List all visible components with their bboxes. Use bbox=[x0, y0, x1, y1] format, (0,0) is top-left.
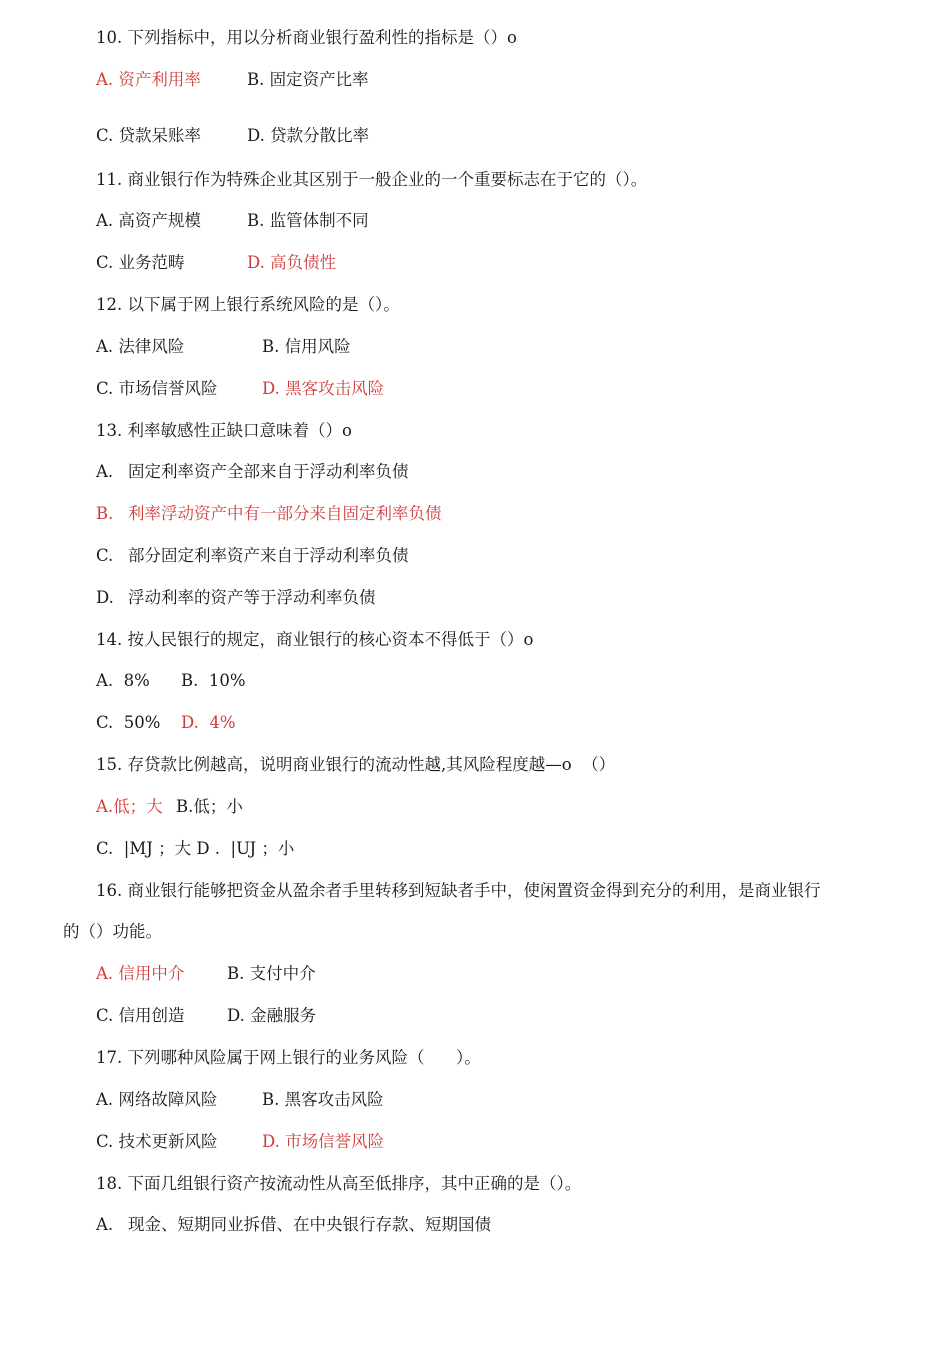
q14-option-c: C. 50% bbox=[96, 713, 161, 732]
q13-option-c-label: C. bbox=[96, 546, 114, 565]
q13-option-a-label: A. bbox=[96, 462, 114, 481]
q12-option-d-answer: D. 黑客攻击风险 bbox=[262, 379, 385, 398]
question-11-stem: 11. 商业银行作为特殊企业其区别于一般企业的一个重要标志在于它的（）。 bbox=[96, 170, 648, 189]
q17-option-d-answer: D. 市场信誉风险 bbox=[262, 1132, 385, 1151]
question-16-stem-line2: 的（）功能。 bbox=[63, 922, 162, 941]
question-17-stem: 17. 下列哪种风险属于网上银行的业务风险（ ）。 bbox=[96, 1048, 481, 1067]
question-12-stem: 12. 以下属于网上银行系统风险的是（）。 bbox=[96, 295, 400, 314]
q13-option-b-answer: 利率浮动资产中有一部分来自固定利率负债 bbox=[128, 504, 442, 523]
q12-option-b: B. 信用风险 bbox=[262, 337, 351, 356]
question-13-stem: 13. 利率敏感性正缺口意味着（）o bbox=[96, 421, 352, 440]
q14-option-a: A. 8% bbox=[96, 671, 150, 690]
q16-option-b: B. 支付中介 bbox=[227, 964, 316, 983]
q16-option-d: D. 金融服务 bbox=[227, 1006, 317, 1025]
q15-option-c-d: C. |MJ ；大 D . |UJ ；小 bbox=[96, 839, 295, 858]
q15-option-a-answer: A.低；大 bbox=[96, 797, 163, 816]
q11-option-a: A. 高资产规模 bbox=[96, 211, 201, 230]
q15-option-b: B.低；小 bbox=[176, 797, 243, 816]
q16-option-c: C. 信用创造 bbox=[96, 1006, 185, 1025]
q13-option-a: 固定利率资产全部来自于浮动利率负债 bbox=[128, 462, 409, 481]
q12-option-a: A. 法律风险 bbox=[96, 337, 185, 356]
q17-option-b: B. 黑客攻击风险 bbox=[262, 1090, 384, 1109]
q18-option-a: 现金、短期同业拆借、在中央银行存款、短期国债 bbox=[128, 1215, 491, 1234]
q11-option-c: C. 业务范畴 bbox=[96, 253, 185, 272]
question-14-stem: 14. 按人民银行的规定，商业银行的核心资本不得低于（）o bbox=[96, 630, 534, 649]
question-15-stem: 15. 存贷款比例越高，说明商业银行的流动性越,其风险程度越—o （） bbox=[96, 755, 616, 774]
q10-option-a-answer: A. 资产利用率 bbox=[96, 70, 201, 89]
q13-option-d-label: D. bbox=[96, 588, 114, 607]
q10-option-d: D. 贷款分散比率 bbox=[247, 126, 370, 145]
q13-option-d: 浮动利率的资产等于浮动利率负债 bbox=[128, 588, 376, 607]
q10-option-c: C. 贷款呆账率 bbox=[96, 126, 202, 145]
q11-option-d-answer: D. 高负债性 bbox=[247, 253, 337, 272]
q17-option-c: C. 技术更新风险 bbox=[96, 1132, 218, 1151]
q10-option-b: B. 固定资产比率 bbox=[247, 70, 369, 89]
question-16-stem-line1: 16. 商业银行能够把资金从盈余者手里转移到短缺者手中，使闲置资金得到充分的利用，是商业银行 bbox=[96, 881, 821, 900]
q16-option-a-answer: A. 信用中介 bbox=[96, 964, 185, 983]
q14-option-d-answer: D. 4% bbox=[181, 713, 236, 732]
q18-option-a-label: A. bbox=[96, 1215, 114, 1234]
q11-option-b: B. 监管体制不同 bbox=[247, 211, 369, 230]
question-18-stem: 18. 下面几组银行资产按流动性从高至低排序，其中正确的是（）。 bbox=[96, 1174, 582, 1193]
q12-option-c: C. 市场信誉风险 bbox=[96, 379, 218, 398]
question-10-stem: 10. 下列指标中，用以分析商业银行盈利性的指标是（）o bbox=[96, 28, 517, 47]
q13-option-c: 部分固定利率资产来自于浮动利率负债 bbox=[128, 546, 409, 565]
q14-option-b: B. 10% bbox=[181, 671, 246, 690]
q17-option-a: A. 网络故障风险 bbox=[96, 1090, 218, 1109]
q13-option-b-label: B. bbox=[96, 504, 114, 523]
